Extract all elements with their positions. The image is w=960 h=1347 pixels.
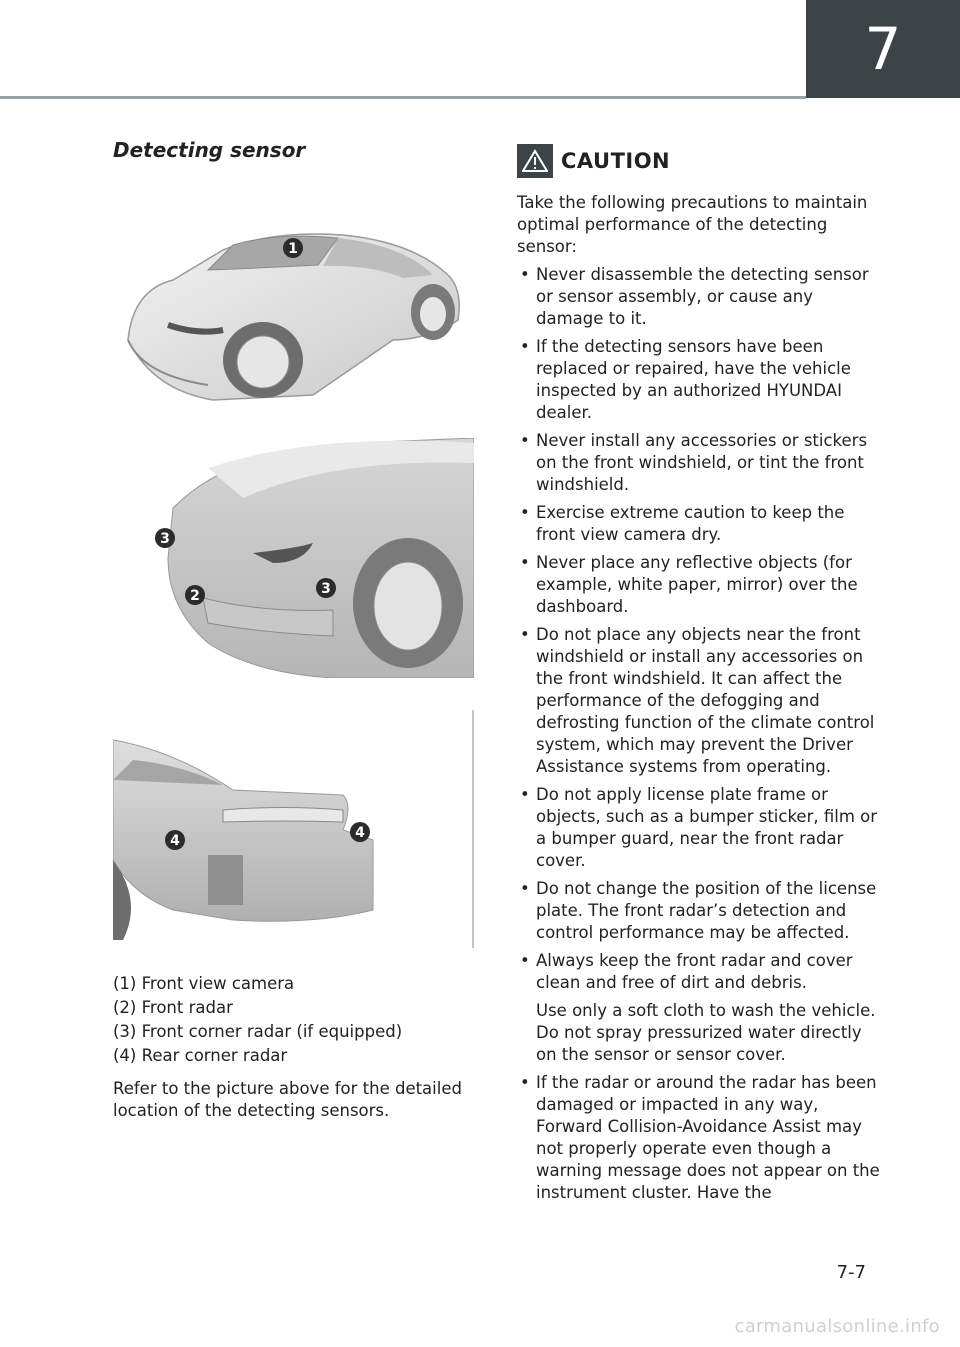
caution-item-with-sub — [517, 950, 882, 1066]
legend-note: Refer to the picture above for the detailed location of the detecting sensors. — [113, 1079, 462, 1120]
caution-item: • Do not change the position of the license plate. The front radar’s detection and control performance may be affected. — [517, 878, 882, 944]
legend-item: (2) Front radar — [113, 998, 233, 1017]
page-number: 7-7 — [836, 1262, 866, 1283]
car-front-illustration — [113, 190, 474, 420]
callout-label-4-right: 4 — [355, 825, 365, 841]
callout-label-1: 1 — [288, 241, 298, 257]
figure-front-radar — [113, 438, 474, 678]
callout-label-4-left: 4 — [170, 833, 180, 849]
section-title: Detecting sensor — [113, 138, 306, 162]
caution-item: • Never disassemble the detecting sensor or sensor assembly, or cause any damage to it. — [517, 264, 882, 330]
legend-item: (3) Front corner radar (if equipped) — [113, 1022, 403, 1041]
caution-item: • Exercise extreme caution to keep the front view camera dry. — [517, 502, 882, 546]
figure-front-camera — [113, 190, 474, 420]
caution-list — [517, 264, 882, 1204]
watermark: carmanualsonline.info — [734, 1316, 940, 1337]
chapter-tab: 7 — [806, 0, 960, 98]
callout-label-3-right: 3 — [321, 581, 331, 597]
caution-intro: Take the following precautions to maintain optimal performance of the detecting sensor: — [517, 193, 868, 256]
legend-item: (4) Rear corner radar — [113, 1046, 288, 1065]
callout-label-3-left: 3 — [160, 531, 170, 547]
car-bumper-illustration — [113, 438, 474, 678]
caution-item: • Do not apply license plate frame or objects, such as a bumper sticker, film or a bumper guard, near the front radar cover. — [517, 784, 882, 872]
car-rear-illustration — [113, 710, 474, 960]
caution-item: • If the detecting sensors have been replaced or repaired, have the vehicle inspected by an authorized HYUNDAI dealer. — [517, 336, 882, 424]
caution-item: • Never place any reflective objects (for example, white paper, mirror) over the dashboard. — [517, 552, 882, 618]
caution-item: • Do not place any objects near the front windshield or install any accessories on the front windshield. It can affect the performance of the defogging and defrosting function of the climate control system, which may prevent the Driver Assistance systems from operating. — [517, 624, 882, 778]
header-rule — [0, 96, 806, 99]
caution-title: CAUTION — [561, 149, 671, 173]
caution-item: • If the radar or around the radar has been damaged or impacted in any way, Forward Collision-Avoidance Assist may not properly operate even though a warning message does not appear on the instrument cluster. Have the — [517, 1072, 882, 1204]
legend-item: (1) Front view camera — [113, 974, 295, 993]
caution-header — [517, 144, 882, 178]
figure-rear-radar — [113, 710, 474, 960]
caution-box — [517, 144, 882, 1210]
warning-triangle-icon — [517, 144, 553, 178]
caution-item: • Never install any accessories or stickers on the front windshield, or tint the front windshield. — [517, 430, 882, 496]
caution-item-subtext: Use only a soft cloth to wash the vehicle. Do not spray pressurized water directly on the sensor or sensor cover. — [536, 1001, 876, 1064]
caution-item-text: Always keep the front radar and cover clean and free of dirt and debris. — [536, 951, 853, 992]
sensor-legend — [113, 972, 483, 1122]
callout-label-2: 2 — [190, 588, 200, 604]
